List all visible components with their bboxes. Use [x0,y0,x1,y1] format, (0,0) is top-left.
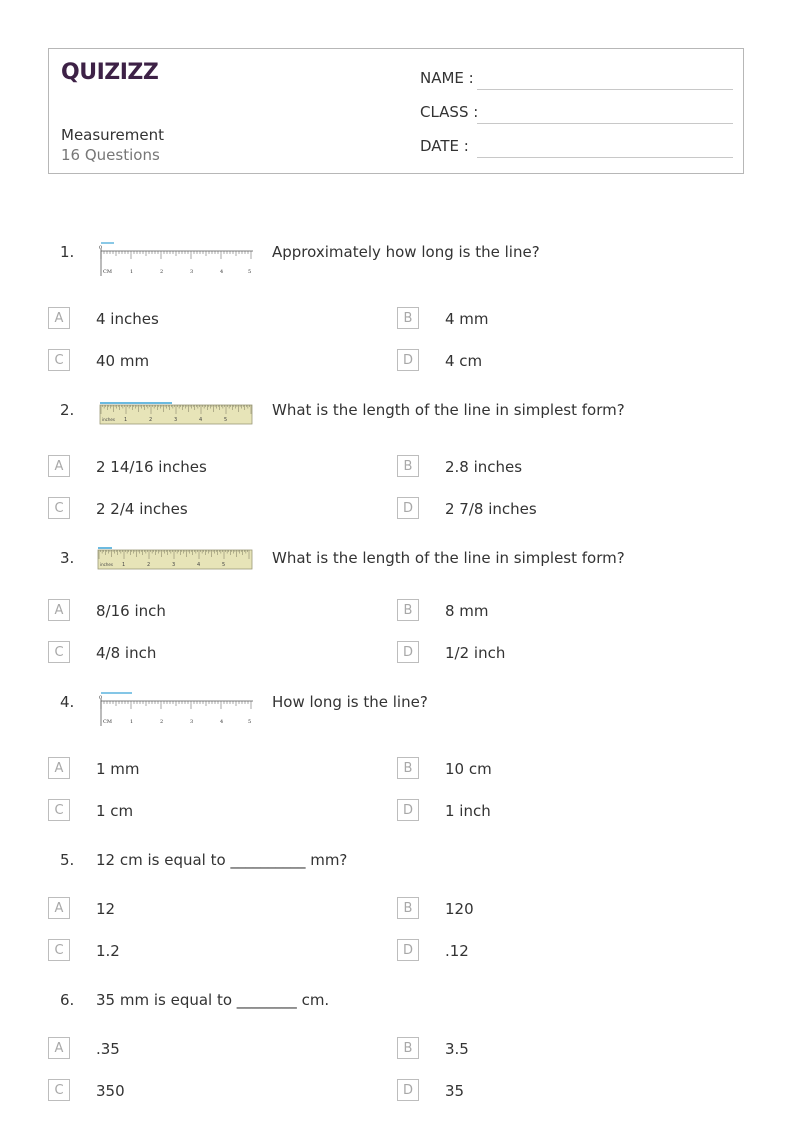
question-number: 3. [60,549,75,567]
option-text[interactable]: 4/8 inch [96,644,157,662]
option-text[interactable]: .35 [96,1040,120,1058]
date-field[interactable] [477,157,733,158]
ruler-tick-label: 5 [224,417,228,423]
option-text[interactable]: 8 mm [445,602,489,620]
option-letter-box[interactable]: C [48,939,70,961]
option-text[interactable]: 4 mm [445,310,489,328]
option-text[interactable]: 4 inches [96,310,159,328]
option-text[interactable]: 2 14/16 inches [96,458,207,476]
option-text[interactable]: 35 [445,1082,465,1100]
quizizz-logo: QUIZIZZ [61,60,159,85]
ruler-tick-label: 4 [199,417,203,423]
question-text: How long is the line? [272,693,428,711]
option-letter-box[interactable]: C [48,1079,70,1101]
class-label: CLASS : [420,103,479,121]
option-text[interactable]: 12 [96,900,116,918]
option-text[interactable]: 4 cm [445,352,483,370]
option-letter-box[interactable]: D [397,1079,419,1101]
ruler-tick-label: 1 [130,719,134,725]
ruler-tick-label: 1 [124,417,128,423]
option-text[interactable]: 2 2/4 inches [96,500,188,518]
option-letter-box[interactable]: B [397,599,419,621]
ruler-tick-label: 5 [248,269,252,275]
option-text[interactable]: 8/16 inch [96,602,166,620]
option-letter-box[interactable]: A [48,897,70,919]
option-text[interactable]: 2.8 inches [445,458,523,476]
option-letter-box[interactable]: D [397,497,419,519]
cm-label: CM [103,269,112,275]
question-number: 2. [60,401,75,419]
option-letter-box[interactable]: A [48,599,70,621]
question-number: 5. [60,851,75,869]
question-text: 35 mm is equal to ________ cm. [96,991,330,1009]
option-text[interactable]: 1.2 [96,942,120,960]
option-letter-box[interactable]: A [48,307,70,329]
question-text: What is the length of the line in simplest form? [272,549,625,567]
option-text[interactable]: 3.5 [445,1040,469,1058]
class-field[interactable] [477,123,733,124]
question-count: 16 Questions [61,146,160,164]
ruler-zero: 0 [99,695,103,701]
question-text: 12 cm is equal to __________ mm? [96,851,348,869]
name-label: NAME : [420,69,474,87]
question-number: 6. [60,991,75,1009]
inch-ruler-image [96,545,254,571]
option-text[interactable]: 1 inch [445,802,491,820]
worksheet-title: Measurement [61,126,164,144]
cm-label: CM [103,719,112,725]
option-text[interactable]: 1/2 inch [445,644,506,662]
date-label: DATE : [420,137,469,155]
cm-ruler-image [98,690,256,728]
ruler-tick-label: 4 [220,719,224,725]
option-text[interactable]: 10 cm [445,760,492,778]
ruler-tick-label: 2 [149,417,153,423]
inches-label: inches [102,417,115,422]
cm-ruler-image [98,240,256,278]
option-text[interactable]: 1 mm [96,760,140,778]
option-letter-box[interactable]: D [397,641,419,663]
ruler-tick-label: 4 [220,269,224,275]
option-letter-box[interactable]: C [48,641,70,663]
ruler-tick-label: 3 [190,269,194,275]
ruler-tick-label: 5 [248,719,252,725]
option-letter-box[interactable]: B [397,1037,419,1059]
inch-ruler-image [98,400,254,426]
ruler-tick-label: 4 [197,562,201,568]
option-letter-box[interactable]: B [397,897,419,919]
ruler-tick-label: 3 [172,562,176,568]
inches-label: inches [100,562,113,567]
ruler-tick-label: 2 [160,719,164,725]
ruler-tick-label: 2 [160,269,164,275]
ruler-tick-label: 3 [190,719,194,725]
option-text[interactable]: 40 mm [96,352,150,370]
ruler-tick-label: 1 [122,562,126,568]
question-text: What is the length of the line in simplest form? [272,401,625,419]
option-letter-box[interactable]: B [397,307,419,329]
option-letter-box[interactable]: A [48,1037,70,1059]
option-text[interactable]: 350 [96,1082,125,1100]
option-text[interactable]: .12 [445,942,469,960]
option-letter-box[interactable]: A [48,757,70,779]
option-letter-box[interactable]: C [48,799,70,821]
option-letter-box[interactable]: D [397,799,419,821]
name-field[interactable] [477,89,733,90]
option-text[interactable]: 120 [445,900,474,918]
ruler-zero: 0 [99,245,103,251]
option-letter-box[interactable]: D [397,939,419,961]
question-number: 1. [60,243,75,261]
ruler-tick-label: 1 [130,269,134,275]
ruler-tick-label: 5 [222,562,226,568]
option-letter-box[interactable]: D [397,349,419,371]
question-number: 4. [60,693,75,711]
option-letter-box[interactable]: C [48,349,70,371]
option-letter-box[interactable]: A [48,455,70,477]
option-letter-box[interactable]: B [397,455,419,477]
ruler-tick-label: 3 [174,417,178,423]
option-text[interactable]: 1 cm [96,802,134,820]
option-letter-box[interactable]: B [397,757,419,779]
option-letter-box[interactable]: C [48,497,70,519]
question-text: Approximately how long is the line? [272,243,540,261]
option-text[interactable]: 2 7/8 inches [445,500,537,518]
ruler-tick-label: 2 [147,562,151,568]
